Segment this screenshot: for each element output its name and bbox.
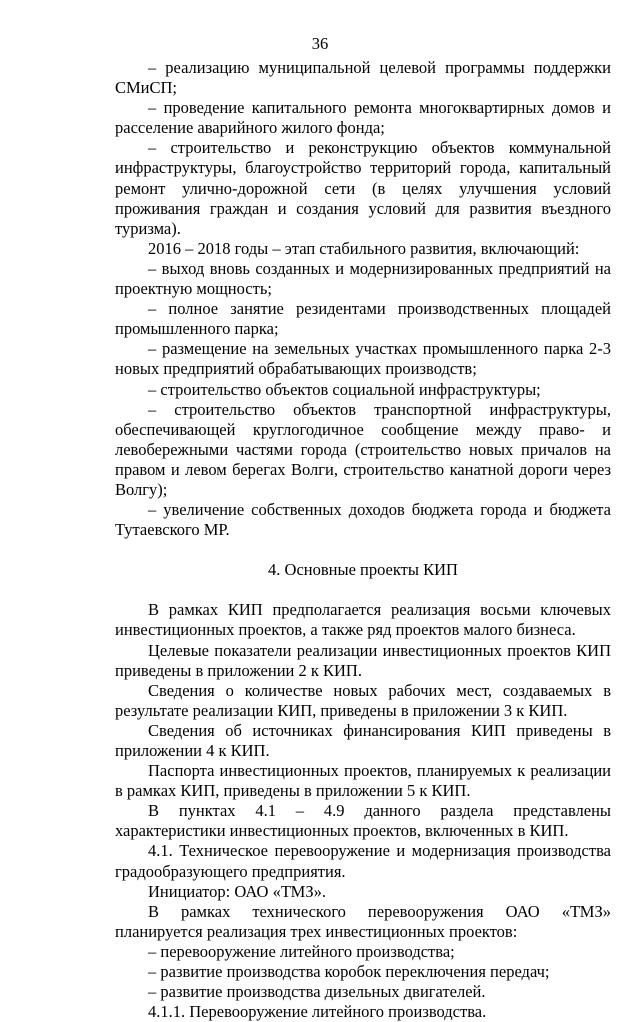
paragraph: Инициатор: ОАО «ТМЗ». [148, 881, 326, 901]
paragraph: В рамках КИП предполагается реализация восьми ключевых инвестиционных проектов, а также ряд проектов малого бизнеса. [115, 600, 611, 640]
paragraph: – строительство объектов транспортной инфраструктуры, обеспечивающей круглогодичное сообщение между право- и левобережными частями города (строительство новых причалов на правом и левом берегах Волги, строительство канатной дороги через Волгу); [115, 399, 611, 499]
paragraph: В рамках технического перевооружения ОАО «ТМЗ» планируется реализация трех инвестиционных проектов: [115, 901, 611, 941]
paragraph: – проведение капитального ремонта многоквартирных домов и расселение аварийного жилого фонда; [115, 98, 611, 138]
paragraph: – полное занятие резидентами производственных площадей промышленного парка; [115, 299, 611, 339]
section-heading: 4. Основные проекты КИП [268, 560, 458, 580]
document-body [115, 58, 611, 1022]
list-item: – развитие производства коробок переключения передач; [148, 962, 550, 982]
subsection-title: 4.1.1. Перевооружение литейного производства. [148, 1002, 487, 1022]
paragraph: – увеличение собственных доходов бюджета города и бюджета Тутаевского МР. [115, 500, 611, 540]
list-item: – перевооружение литейного производства; [148, 941, 455, 961]
paragraph: – выход вновь созданных и модернизированных предприятий на проектную мощность; [115, 258, 611, 299]
paragraph: Паспорта инвестиционных проектов, планируемых к реализации в рамках КИП, приведены в приложении 5 к КИП. [115, 761, 611, 801]
paragraph: – размещение на земельных участках промышленного парка 2-3 новых предприятий обрабатывающих производств; [115, 339, 611, 379]
paragraph: 4.1. Техническое перевооружение и модернизация производства градообразующего предприятия. [115, 841, 611, 881]
paragraph: – строительство и реконструкцию объектов коммунальной инфраструктуры, благоустройство территорий города, капитальный ремонт улично-дорожной сети (в целях улучшения условий проживания граждан и создания условий для развития въездного туризма). [115, 138, 611, 238]
page-number: 36 [311, 34, 329, 53]
paragraph: В пунктах 4.1 – 4.9 данного раздела представлены характеристики инвестиционных проектов, включенных в КИП. [115, 801, 611, 841]
paragraph: Целевые показатели реализации инвестиционных проектов КИП приведены в приложении 2 к КИП. [115, 640, 611, 680]
paragraph: – реализацию муниципальной целевой программы поддержки СМиСП; [115, 58, 611, 98]
paragraph: Сведения об источниках финансирования КИП приведены в приложении 4 к КИП. [115, 720, 611, 760]
paragraph: – строительство объектов социальной инфраструктуры; [148, 379, 541, 399]
list-item: – развитие производства дизельных двигателей. [148, 982, 486, 1002]
paragraph: Сведения о количестве новых рабочих мест, создаваемых в результате реализации КИП, приведены в приложении 3 к КИП. [115, 680, 611, 720]
paragraph: 2016 – 2018 годы – этап стабильного развития, включающий: [148, 238, 580, 258]
